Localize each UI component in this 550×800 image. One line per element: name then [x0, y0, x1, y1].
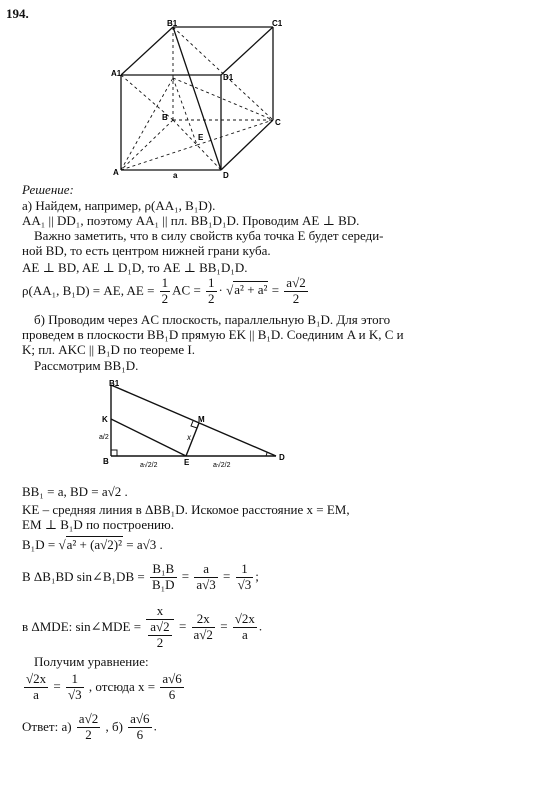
ae-formula-left: ρ(AA₁, B₁D) = AE, AE = [22, 282, 155, 298]
triangle-figure [95, 378, 295, 476]
cube-label-b: B [162, 113, 168, 122]
equation-line: $\frac{√2x}{a}$ = $\frac{1}{√3}$ , отсюда x = $\frac{a√6}{6}$ [26, 671, 182, 702]
sin-b1db-left: В ΔB₁BD sin∠B₁DB = [22, 568, 145, 584]
fraction-a-sqrt2-over-2: $\frac{a√2}{2}$ [286, 275, 306, 306]
solution-line-b4: Рассмотрим BB₁D. [34, 358, 139, 373]
fraction-half-2: $\frac{1}{2}$ [208, 275, 215, 306]
sin-mde-formula: в ΔMDE: sin∠MDE = $\frac{x}{\frac{a√2}{2}}$ = $\frac{2x}{a√2}$ = $\frac{√2x}{a}$ . [22, 603, 263, 650]
cube-figure [110, 18, 290, 180]
triangle-label-m: M [198, 415, 205, 424]
triangle-label-b: B [103, 457, 109, 466]
sqrt-a2-a2: √a² + a² [226, 282, 268, 298]
answer-line: Ответ: а) $\frac{a√2}{2}$ , б) $\frac{a√6}{6}$ . [22, 711, 157, 742]
cube-label-d1: D1 [223, 73, 234, 82]
b1d-formula-right: = a√3 . [126, 537, 163, 552]
answer-b-label: , б) [105, 718, 123, 734]
solution-line-a3: Важно заметить, что в силу свойств куба точка E будет середи- [34, 228, 384, 243]
triangle-label-b1: B1 [109, 379, 120, 388]
cube-label-a1: A1 [111, 69, 122, 78]
solution-line-b2: проведем в плоскости BB₁D прямую EK || B₁D. Соединим A и K, C и [22, 327, 404, 342]
solution-line-b3: K; пл. AKC || B₁D по теореме I. [22, 342, 195, 357]
b1d-formula: B₁D = √a² + (a√2)² = a√3 . [22, 537, 163, 552]
b1d-formula-left: B₁D = [22, 537, 56, 552]
solution-line-a4: ной BD, то есть центром нижней грани куба. [22, 243, 271, 258]
triangle-label-a-half: a/2 [99, 434, 109, 441]
triangle-label-d: D [279, 453, 285, 462]
solution-line-b1: б) Проводим через AC плоскость, параллельную B₁D. Для этого [34, 312, 391, 327]
cube-label-c1: C1 [272, 19, 283, 28]
cube-label-a: A [113, 168, 119, 177]
equation-mid: , отсюда x = [88, 678, 156, 694]
answer-label: Ответ: а) [22, 718, 72, 734]
cube-label-b1: B1 [167, 19, 178, 28]
cube-label-edge-a: a [173, 171, 178, 180]
lower-line-1: BB₁ = a, BD = a√2 . [22, 484, 128, 499]
lower-line-3: EM ⊥ B₁D по построению. [22, 517, 174, 532]
problem-number: 194. [6, 6, 29, 21]
lower-line-2: KE – средняя линия в ΔBB₁D. Искомое расстояние x = EM, [22, 502, 350, 517]
sin-mde-left: в ΔMDE: sin∠MDE = [22, 618, 142, 634]
triangle-label-seg2: a√2/2 [213, 462, 231, 469]
sin-b1db-formula: В ΔB₁BD sin∠B₁DB = $\frac{\text{B₁B}}{\text{B₁D}}$ = $\frac{a}{a√3}$ = $\frac{1}{√3}$ ; [22, 561, 259, 592]
triangle-label-x: x [187, 433, 191, 442]
solution-line-a2: AA₁ || DD₁, поэтому AA₁ || пл. BB₁D₁D. Проводим AE ⊥ BD. [22, 213, 360, 228]
fraction-half-1: $\frac{1}{2}$ [161, 275, 169, 306]
solution-line-a1: а) Найдем, например, ρ(AA₁, B₁D). [22, 198, 216, 213]
lower-line-7: Получим уравнение: [34, 654, 149, 669]
cube-label-c: C [275, 118, 281, 127]
ae-formula: ρ(AA₁, B₁D) = AE, AE = $\frac{1}{2}$ AC = $\frac{1}{2}$ · √a² + a² = $\frac{a√2}{2}$ [22, 275, 306, 306]
cube-label-e: E [198, 133, 204, 142]
solution-heading: Решение: [22, 182, 74, 197]
solution-line-a5: AE ⊥ BD, AE ⊥ D₁D, то AE ⊥ BB₁D₁D. [22, 260, 248, 275]
cube-label-d: D [223, 171, 229, 180]
triangle-label-k: K [102, 415, 108, 424]
triangle-label-seg1: a√2/2 [140, 462, 158, 469]
triangle-label-e: E [184, 458, 190, 467]
